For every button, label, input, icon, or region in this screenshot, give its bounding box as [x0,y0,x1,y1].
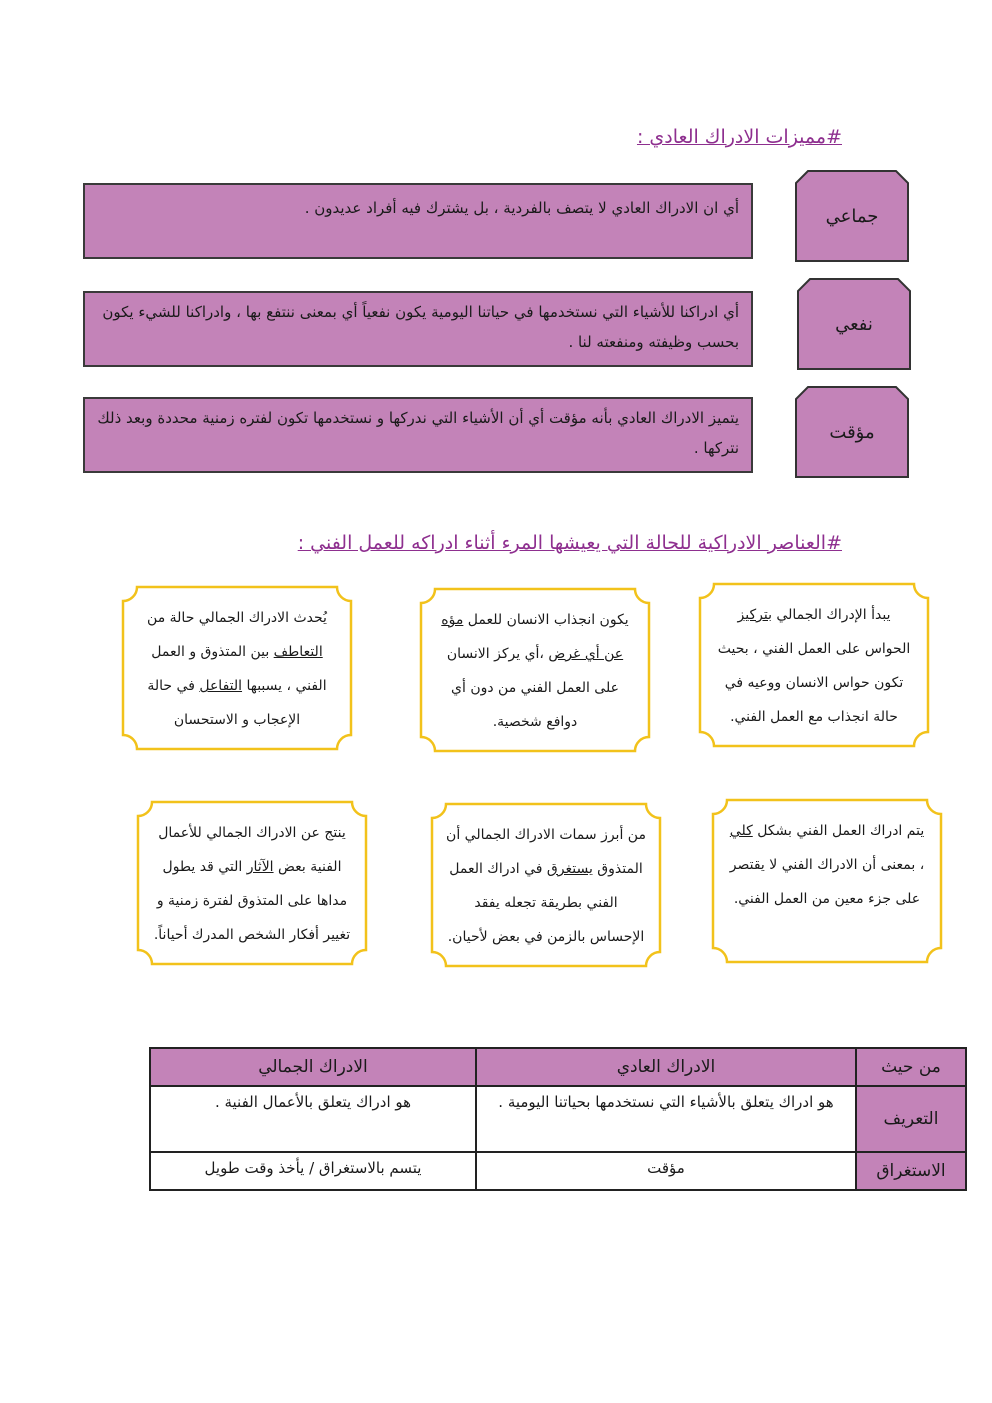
section1-heading: #مميزات الادراك العادي : [636,126,842,148]
table-cell: هو ادراك يتعلق بالأعمال الفنية . [150,1086,476,1152]
table-cell: يتسم بالاستغراق / يأخذ وقت طويل [150,1152,476,1190]
feature-tag-label: مؤقت [829,421,875,443]
table-header: الادراك العادي [476,1048,856,1086]
feature-text-2: أي ادراكنا للأشياء التي نستخدمها في حياتنا اليومية يكون نفعياً أي بمعنى ننتفع بها ، وادراكنا للشيء يكون بحسب وظيفته ومنفعته لنا . [83,291,753,367]
feature-tag-3 [795,386,909,478]
table-cell: هو ادراك يتعلق بالأشياء التي نستخدمها بحياتنا اليومية . [476,1086,856,1152]
feature-tag-label: نفعي [835,313,873,335]
table-row-head: التعريف [856,1086,966,1152]
table-header: من حيث [856,1048,966,1086]
feature-tag-label: جماعي [825,205,879,227]
table-row-head: الاستغراق [856,1152,966,1190]
element-card-2 [419,587,651,753]
card-text: يُحدث الادراك الجمالي حالة من التعاطف بين المتذوق و العمل الفني ، يسببها التفاعل في حالة الإعجاب و الاستحسان [147,610,327,728]
table-row [150,1086,966,1152]
comparison-table [149,1047,967,1191]
card-text: ينتج عن الادراك الجمالي للأعمال الفنية بعض الآثار التي قد يطول مداها على المتذوق لفترة زمنية و تغيير أفكار الشخص المدرك أحياناً. [153,825,351,943]
element-card-1 [698,582,930,748]
card-text: يكون انجذاب الانسان للعمل مؤه عن أي غرض ،أي يركز الانسان على العمل الفني من دون أي دوافع شخصية. [441,612,629,730]
feature-text-1: أي ان الادراك العادي لا يتصف بالفردية ، بل يشترك فيه أفراد عديدون . [83,183,753,259]
element-card-6 [136,800,368,966]
card-text: يتم ادراك العمل الفني بشكل كلي ، بمعنى أن الادراك الفني لا يقتصر على جزء معين من العمل الفني. [729,823,925,907]
table-header-row [150,1048,966,1086]
feature-text-3: يتميز الادراك العادي بأنه مؤقت أي أن الأشياء التي ندركها و نستخدمها تكون لفتره زمنية محددة وبعد ذلك نتركها . [83,397,753,473]
element-card-4 [711,798,943,964]
element-card-3 [121,585,353,751]
card-text: يبدأ الإدراك الجمالي بتركيز الحواس على العمل الفني ، بحيث تكون حواس الانسان ووعيه في حالة انجذاب مع العمل الفني. [717,607,911,725]
feature-tag-1 [795,170,909,262]
section2-heading: #العناصر الادراكية للحالة التي يعيشها المرء أثناء ادراكه للعمل الفني : [297,532,842,554]
table-row [150,1152,966,1190]
element-card-5 [430,802,662,968]
feature-tag-2 [797,278,911,370]
table-cell: مؤقت [476,1152,856,1190]
card-text: من أبرز سمات الادراك الجمالي أن المتذوق يستغرق في ادراك العمل الفني بطريقة تجعله يفقد الإحساس بالزمن في بعض لأحيان. [446,827,646,945]
table-header: الادراك الجمالي [150,1048,476,1086]
